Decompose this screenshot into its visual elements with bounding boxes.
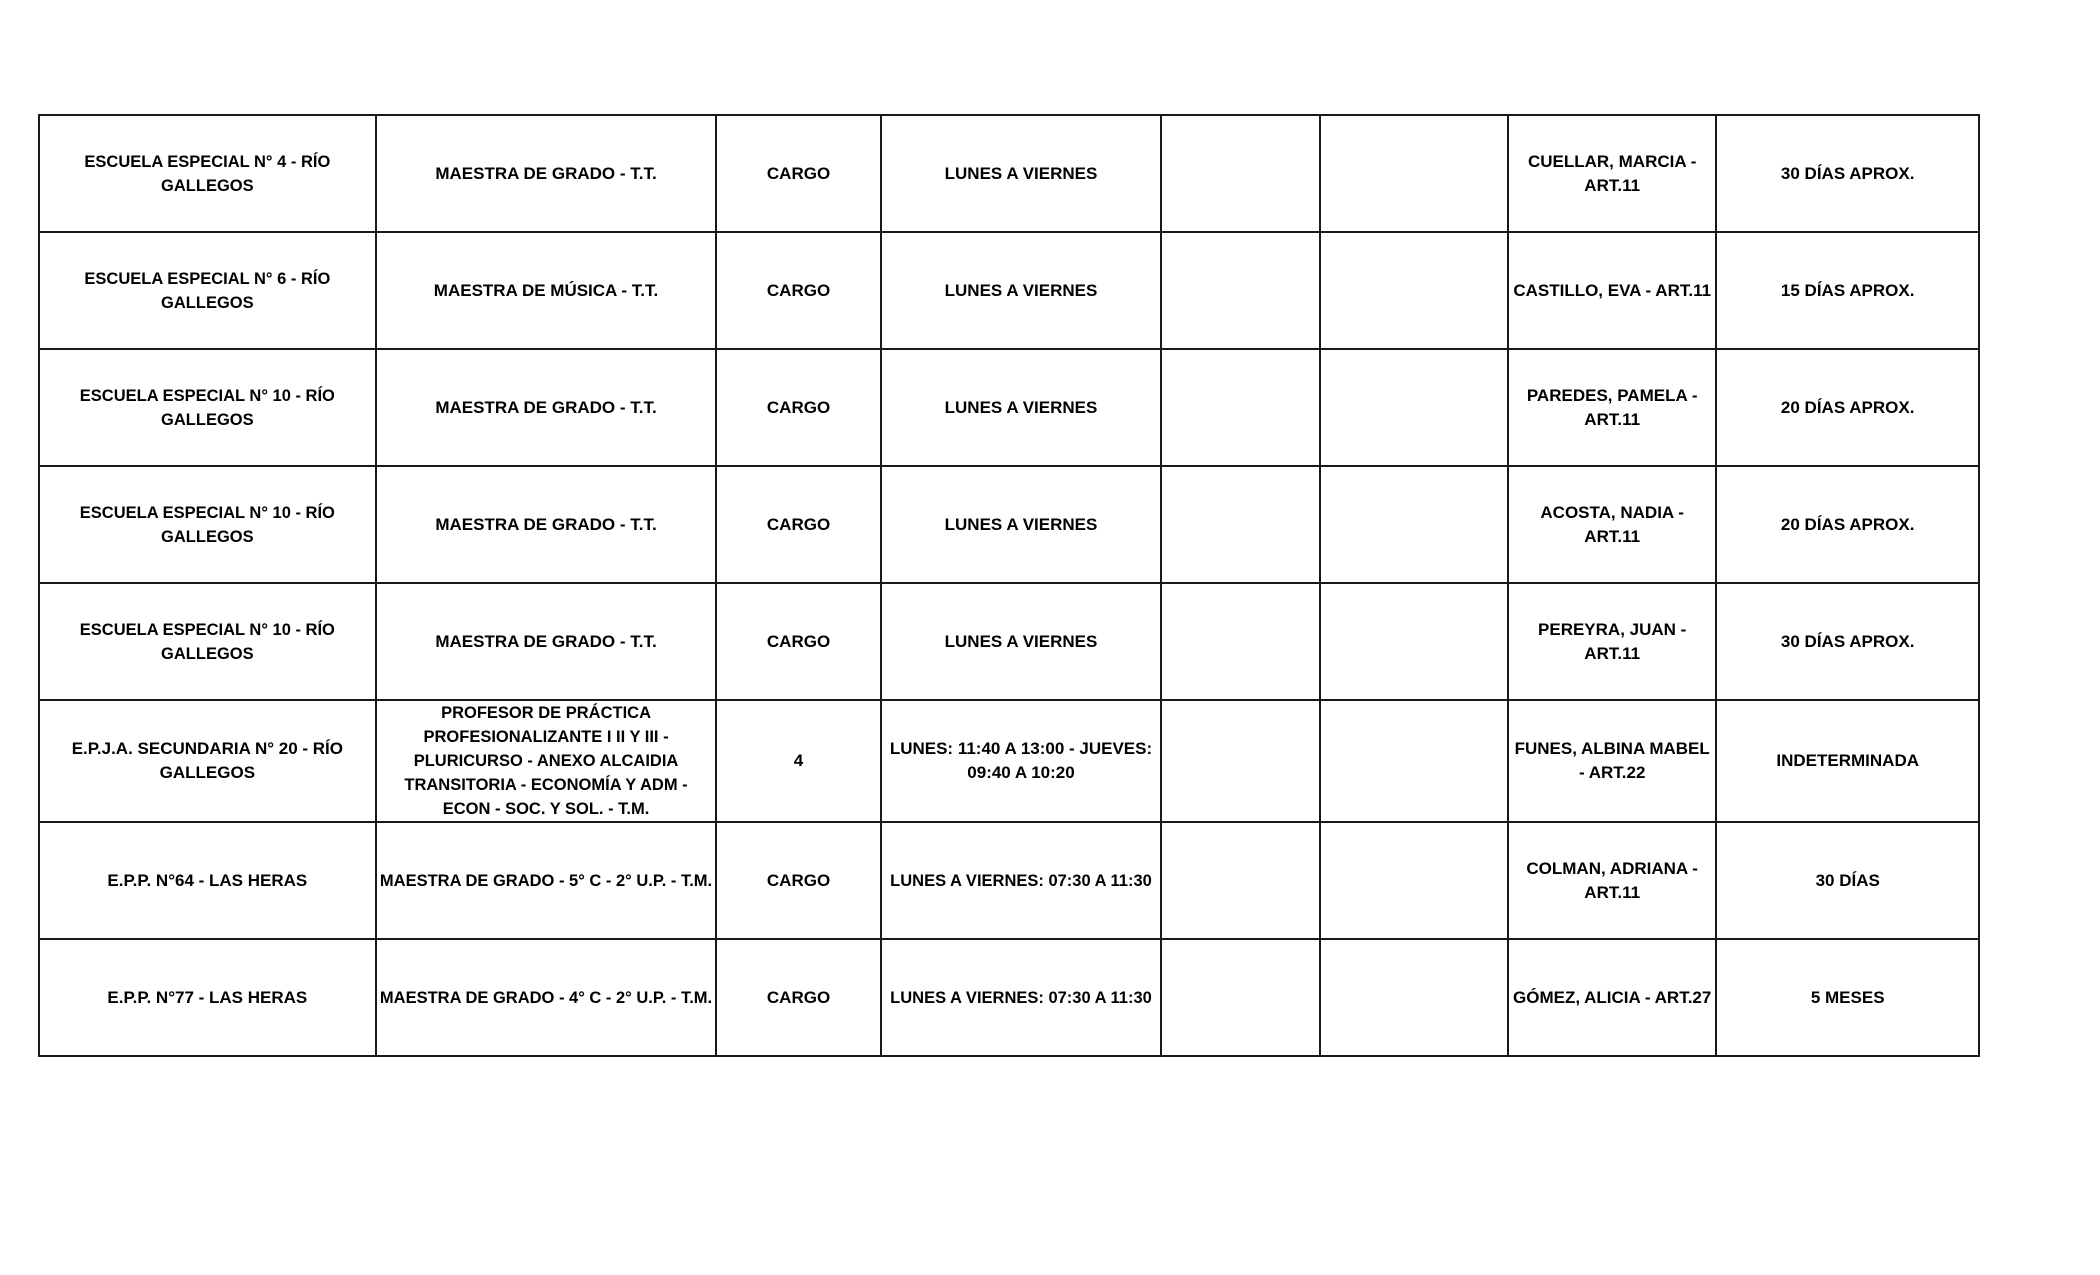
- cell-empty-6: [1320, 939, 1508, 1056]
- cell-cargo-desc: MAESTRA DE GRADO - T.T.: [376, 349, 717, 466]
- cell-tipo: CARGO: [716, 466, 880, 583]
- cell-cargo-desc: MAESTRA DE GRADO - T.T.: [376, 466, 717, 583]
- cell-tipo: CARGO: [716, 232, 880, 349]
- cell-horario: LUNES A VIERNES: 07:30 A 11:30: [881, 822, 1162, 939]
- cell-horario: LUNES A VIERNES: [881, 232, 1162, 349]
- table-row: [39, 939, 1979, 1056]
- cell-docente: PEREYRA, JUAN - ART.11: [1508, 583, 1716, 700]
- cell-tipo: CARGO: [716, 349, 880, 466]
- cell-empty-5: [1161, 939, 1319, 1056]
- cell-horario: LUNES: 11:40 A 13:00 - JUEVES: 09:40 A 10:20: [881, 700, 1162, 822]
- cell-empty-6: [1320, 232, 1508, 349]
- table-row: [39, 822, 1979, 939]
- cell-empty-5: [1161, 466, 1319, 583]
- cell-tipo: CARGO: [716, 115, 880, 232]
- cell-cargo-desc: MAESTRA DE GRADO - 4° C - 2° U.P. - T.M.: [376, 939, 717, 1056]
- cell-horario: LUNES A VIERNES: [881, 115, 1162, 232]
- cell-empty-6: [1320, 349, 1508, 466]
- table-body: [39, 115, 1979, 1056]
- table-row: [39, 583, 1979, 700]
- cell-docente: COLMAN, ADRIANA - ART.11: [1508, 822, 1716, 939]
- cell-empty-6: [1320, 466, 1508, 583]
- table-row: [39, 115, 1979, 232]
- cell-docente: CUELLAR, MARCIA - ART.11: [1508, 115, 1716, 232]
- cell-empty-6: [1320, 700, 1508, 822]
- cell-duracion: 20 DÍAS APROX.: [1716, 349, 1979, 466]
- cell-horario: LUNES A VIERNES: 07:30 A 11:30: [881, 939, 1162, 1056]
- cell-docente: CASTILLO, EVA - ART.11: [1508, 232, 1716, 349]
- vacancies-table: [38, 114, 1980, 1057]
- cell-empty-5: [1161, 349, 1319, 466]
- cell-tipo: CARGO: [716, 583, 880, 700]
- cell-escuela: ESCUELA ESPECIAL N° 10 - RÍO GALLEGOS: [39, 466, 376, 583]
- cell-empty-6: [1320, 115, 1508, 232]
- table-row: [39, 349, 1979, 466]
- cell-empty-6: [1320, 583, 1508, 700]
- cell-cargo-desc: MAESTRA DE GRADO - 5° C - 2° U.P. - T.M.: [376, 822, 717, 939]
- cell-escuela: E.P.J.A. SECUNDARIA N° 20 - RÍO GALLEGOS: [39, 700, 376, 822]
- cell-empty-5: [1161, 822, 1319, 939]
- cell-duracion: 20 DÍAS APROX.: [1716, 466, 1979, 583]
- cell-empty-5: [1161, 700, 1319, 822]
- cell-duracion: 30 DÍAS APROX.: [1716, 115, 1979, 232]
- cell-empty-5: [1161, 232, 1319, 349]
- cell-duracion: 15 DÍAS APROX.: [1716, 232, 1979, 349]
- cell-docente: ACOSTA, NADIA - ART.11: [1508, 466, 1716, 583]
- cell-escuela: ESCUELA ESPECIAL N° 4 - RÍO GALLEGOS: [39, 115, 376, 232]
- cell-escuela: E.P.P. N°64 - LAS HERAS: [39, 822, 376, 939]
- cell-tipo: 4: [716, 700, 880, 822]
- cell-docente: PAREDES, PAMELA - ART.11: [1508, 349, 1716, 466]
- cell-duracion: INDETERMINADA: [1716, 700, 1979, 822]
- cell-horario: LUNES A VIERNES: [881, 466, 1162, 583]
- cell-escuela: ESCUELA ESPECIAL N° 10 - RÍO GALLEGOS: [39, 583, 376, 700]
- cell-escuela: ESCUELA ESPECIAL N° 10 - RÍO GALLEGOS: [39, 349, 376, 466]
- cell-duracion: 30 DÍAS: [1716, 822, 1979, 939]
- cell-tipo: CARGO: [716, 939, 880, 1056]
- cell-cargo-desc: MAESTRA DE GRADO - T.T.: [376, 583, 717, 700]
- cell-duracion: 30 DÍAS APROX.: [1716, 583, 1979, 700]
- table-row: [39, 700, 1979, 822]
- cell-empty-5: [1161, 583, 1319, 700]
- cell-cargo-desc: MAESTRA DE MÚSICA - T.T.: [376, 232, 717, 349]
- cell-empty-5: [1161, 115, 1319, 232]
- cell-duracion: 5 MESES: [1716, 939, 1979, 1056]
- cell-escuela: ESCUELA ESPECIAL N° 6 - RÍO GALLEGOS: [39, 232, 376, 349]
- table-row: [39, 232, 1979, 349]
- cell-horario: LUNES A VIERNES: [881, 583, 1162, 700]
- cell-docente: FUNES, ALBINA MABEL - ART.22: [1508, 700, 1716, 822]
- cell-horario: LUNES A VIERNES: [881, 349, 1162, 466]
- cell-escuela: E.P.P. N°77 - LAS HERAS: [39, 939, 376, 1056]
- cell-empty-6: [1320, 822, 1508, 939]
- cell-tipo: CARGO: [716, 822, 880, 939]
- cell-cargo-desc: PROFESOR DE PRÁCTICA PROFESIONALIZANTE I II Y III - PLURICURSO - ANEXO ALCAIDIA TRANSITORIA - ECONOMÍA Y ADM - ECON - SOC. Y SOL. - T.M.: [376, 700, 717, 822]
- cell-cargo-desc: MAESTRA DE GRADO - T.T.: [376, 115, 717, 232]
- cell-docente: GÓMEZ, ALICIA - ART.27: [1508, 939, 1716, 1056]
- table-row: [39, 466, 1979, 583]
